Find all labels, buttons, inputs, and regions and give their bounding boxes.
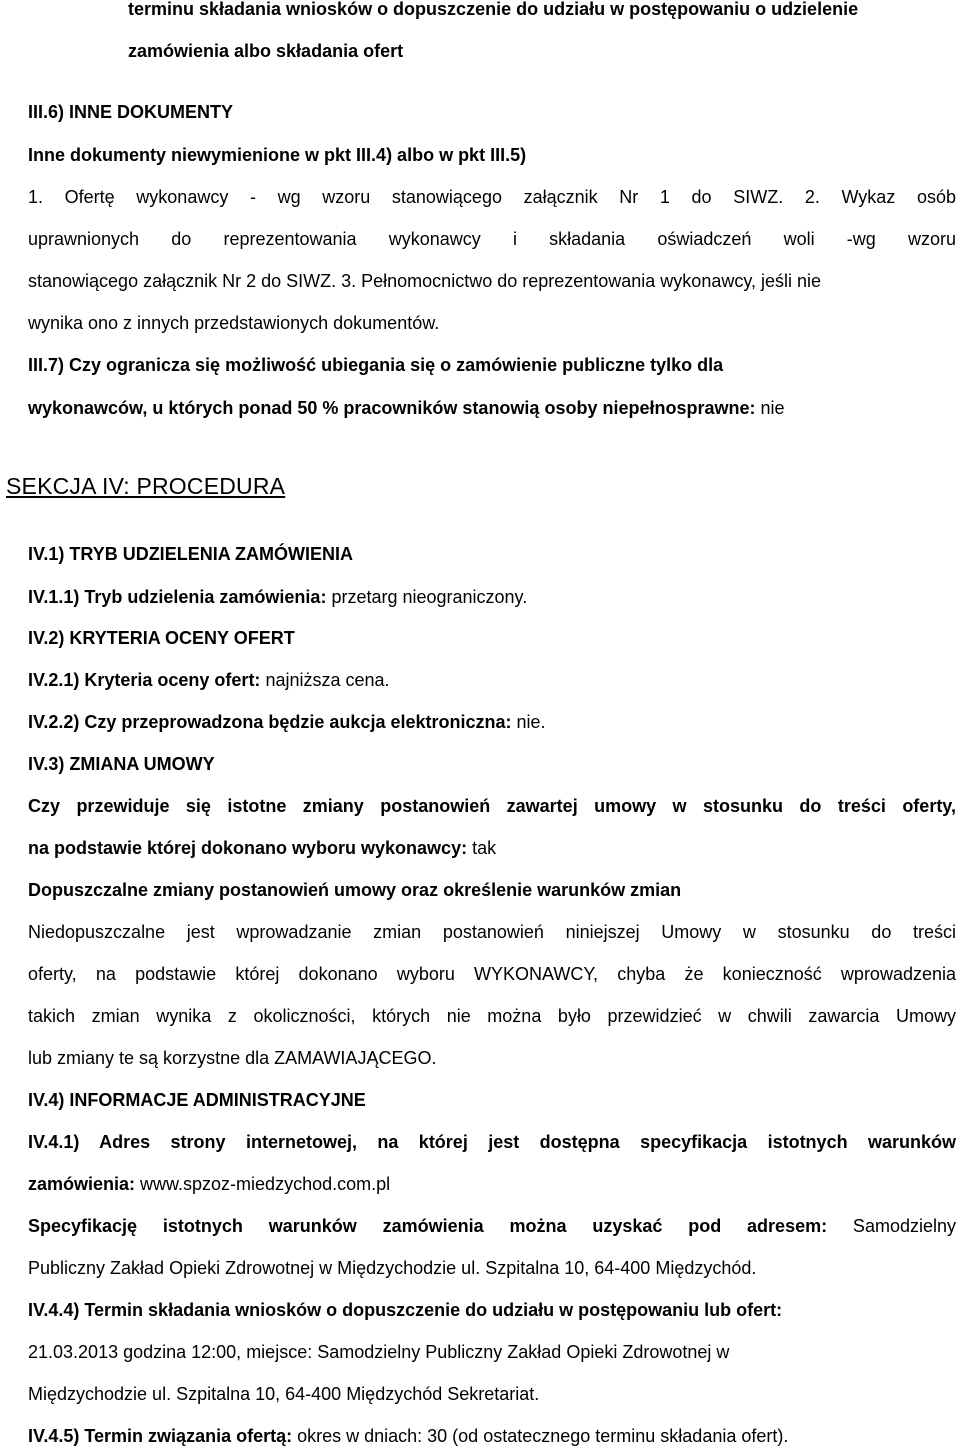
- iv41-line-1: IV.4.1) Adres strony internetowej, na której jest dostępna specyfikacja istotnych warunków: [28, 1132, 956, 1152]
- spec-address-value: Samodzielny: [827, 1216, 956, 1236]
- iv22-label: IV.2.2) Czy przeprowadzona będzie aukcja elektroniczna:: [28, 712, 512, 732]
- iv44-text-line-1: 21.03.2013 godzina 12:00, miejsce: Samodzielny Publiczny Zakład Opieki Zdrowotnej w: [28, 1342, 730, 1362]
- heading-iv2: IV.2) KRYTERIA OCENY OFERT: [28, 628, 295, 648]
- iii7-question: wykonawców, u których ponad 50 % pracowników stanowią osoby niepełnosprawne:: [28, 398, 756, 418]
- iv41-line-2: [28, 1173, 390, 1195]
- iv3-text-line-2: oferty, na podstawie której dokonano wyboru WYKONAWCY, chyba że konieczność wprowadzenia: [28, 964, 956, 984]
- heading-iv3: IV.3) ZMIANA UMOWY: [28, 754, 215, 774]
- spec-address-line-2: Publiczny Zakład Opieki Zdrowotnej w Międzychodzie ul. Szpitalna 10, 64-400 Międzychód.: [28, 1258, 757, 1278]
- documents-text-line-4: wynika ono z innych przedstawionych dokumentów.: [28, 313, 440, 333]
- iii7-answer: [28, 397, 785, 419]
- iv45-label: IV.4.5) Termin związania ofertą:: [28, 1426, 293, 1446]
- documents-text-line-3: stanowiącego załącznik Nr 2 do SIWZ. 3. Pełnomocnictwo do reprezentowania wykonawcy, jeśli nie: [28, 271, 822, 291]
- iv22-value: nie.: [511, 712, 546, 732]
- iv41-label: zamówienia:: [28, 1174, 136, 1194]
- iv22-row: [28, 711, 546, 733]
- heading-iv4: IV.4) INFORMACJE ADMINISTRACYJNE: [28, 1090, 366, 1110]
- heading-iii7: III.7) Czy ogranicza się możliwość ubiegania się o zamówienie publiczne tylko dla: [28, 355, 724, 375]
- spec-address-line-1: [28, 1215, 956, 1237]
- iv44-label: IV.4.4) Termin składania wniosków o dopuszczenie do udziału w postępowaniu lub ofert:: [28, 1300, 783, 1320]
- iv3-allowed-changes-heading: Dopuszczalne zmiany postanowień umowy oraz określenie warunków zmian: [28, 880, 682, 900]
- heading-iii6: III.6) INNE DOKUMENTY: [28, 102, 234, 122]
- iv3-text-line-1: Niedopuszczalne jest wprowadzanie zmian postanowień niniejszej Umowy w stosunku do treści: [28, 922, 956, 942]
- iv11-value: przetarg nieograniczony.: [326, 587, 528, 607]
- iv21-label: IV.2.1) Kryteria oceny ofert:: [28, 670, 261, 690]
- heading-iv1: IV.1) TRYB UDZIELENIA ZAMÓWIENIA: [28, 544, 354, 564]
- continued-text-line-2: zamówienia albo składania ofert: [128, 41, 404, 61]
- iv3-text-line-4: lub zmiany te są korzystne dla ZAMAWIAJĄCEGO.: [28, 1048, 437, 1068]
- iv3-question-line-2: [28, 837, 496, 859]
- iv3-question-label: na podstawie której dokonano wyboru wykonawcy:: [28, 838, 468, 858]
- iv11-row: [28, 586, 527, 608]
- documents-text-line-1: 1. Ofertę wykonawcy - wg wzoru stanowiącego załącznik Nr 1 do SIWZ. 2. Wykaz osób: [28, 187, 956, 207]
- iv11-label: IV.1.1) Tryb udzielenia zamówienia:: [28, 587, 327, 607]
- iv45-value: okres w dniach: 30 (od ostatecznego terminu składania ofert).: [292, 1426, 789, 1446]
- iv21-value: najniższa cena.: [260, 670, 390, 690]
- documents-text-line-2: uprawnionych do reprezentowania wykonawcy i składania oświadczeń woli -wg wzoru: [28, 229, 956, 249]
- iv3-question-value: tak: [467, 838, 497, 858]
- spec-address-label: Specyfikację istotnych warunków zamówienia można uzyskać pod adresem:: [28, 1216, 828, 1236]
- iv3-question-line-1: Czy przewiduje się istotne zmiany postanowień zawartej umowy w stosunku do treści oferty,: [28, 796, 956, 816]
- subheading-iii6: Inne dokumenty niewymienione w pkt III.4) albo w pkt III.5): [28, 145, 527, 165]
- iv44-text-line-2: Międzychodzie ul. Szpitalna 10, 64-400 Międzychód Sekretariat.: [28, 1384, 540, 1404]
- iv45-row: [28, 1425, 788, 1447]
- section-title: SEKCJA IV: PROCEDURA: [6, 473, 286, 499]
- iv21-row: [28, 669, 390, 691]
- website-url: www.spzoz-miedzychod.com.pl: [135, 1174, 391, 1194]
- iii7-value: nie: [755, 398, 785, 418]
- iv3-text-line-3: takich zmian wynika z okoliczności, których nie można było przewidzieć w chwili zawarcia Umowy: [28, 1006, 956, 1026]
- continued-text-line-1: terminu składania wniosków o dopuszczenie do udziału w postępowaniu o udzielenie: [128, 0, 859, 19]
